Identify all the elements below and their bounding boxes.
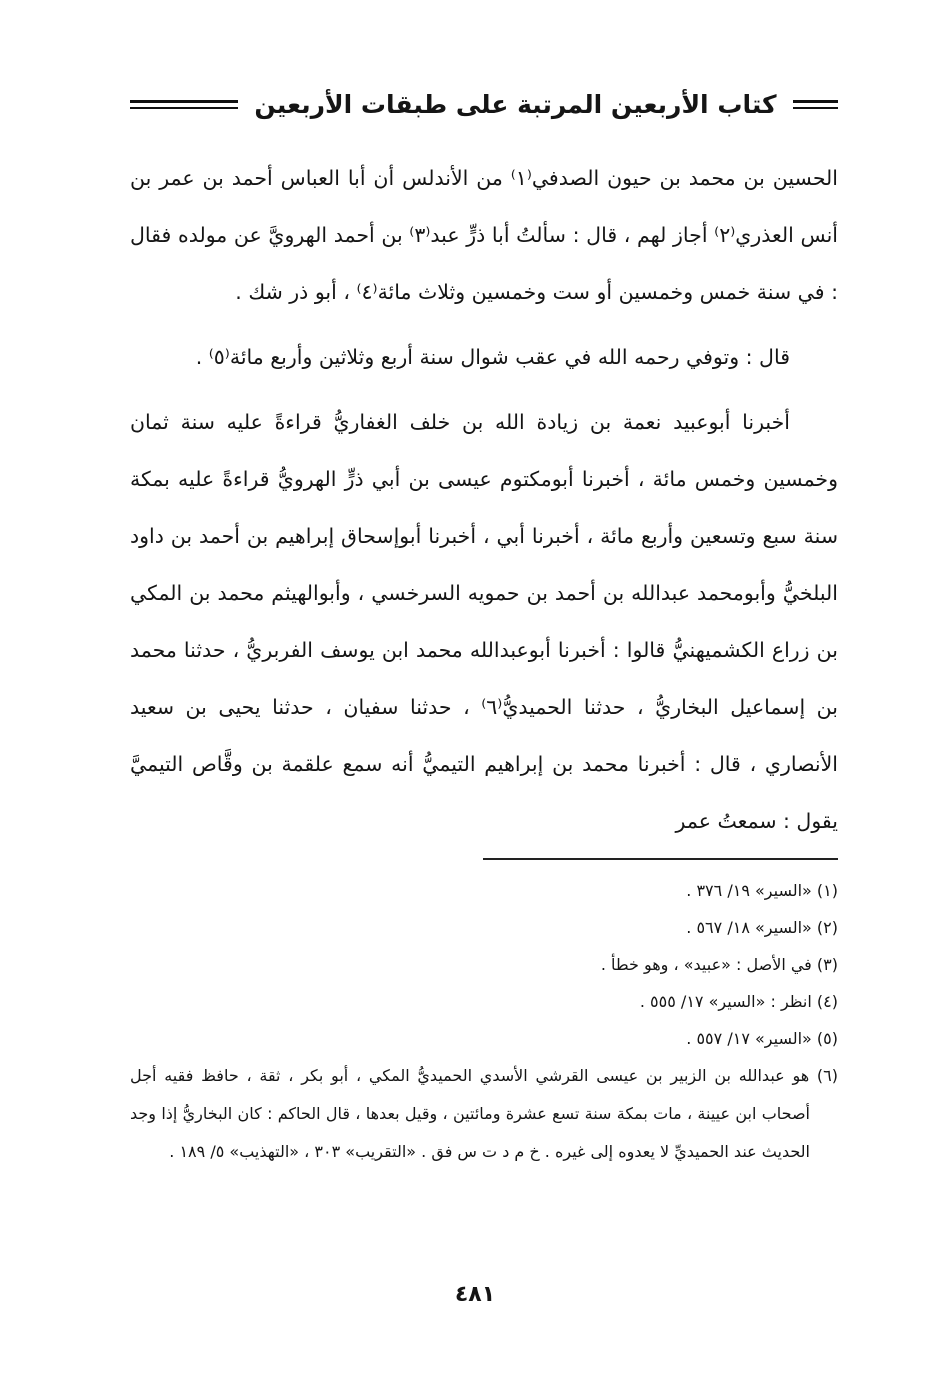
footnote-separator <box>483 858 838 860</box>
footnotes <box>130 872 838 1171</box>
header-title: كتاب الأربعين المرتبة على طبقات الأربعين <box>254 89 777 119</box>
header-rule-right <box>793 100 838 109</box>
paragraph-2: قال : وتوفي رحمه الله في عقب شوال سنة أربع وثلاثين وأربع مائة⁽٥⁾ . <box>195 345 790 369</box>
footnote-4: (٤) انظر : «السير» ١٧/ ٥٥٥ . <box>639 992 838 1011</box>
footnote-3: (٣) في الأصل : «عبيد» ، وهو خطأ . <box>600 955 838 974</box>
footnote-2: (٢) «السير» ١٨/ ٥٦٧ . <box>686 918 838 937</box>
page-number: ٤٨١ <box>454 1282 496 1307</box>
footnote-6: (٦) هو عبدالله بن الزبير بن عيسى القرشي الأسدي الحميديُّ المكي ، أبو بكر ، ثقة ، حافظ فقيه أجل أصحاب ابن عيينة ، مات بمكة سنة تسع عشرة ومائتين ، وقيل بعدها ، قال الحاكم : كان البخاريُّ إذا وجد الحديث عند الحميديِّ لا يعدوه إلى غيره . خ م د ت س فق . «التقريب» ٣٠٣ ، «التهذيب» ٥/ ١٨٩ . <box>130 1066 838 1161</box>
paragraph-3: أخبرنا أبوعبيد نعمة بن زيادة الله بن خلف الغفاريُّ قراءةً عليه سنة ثمان وخمسين وخمس مائة ، أخبرنا أبومكتوم عيسى بن أبي ذرٍّ الهرويُّ قراءةً عليه بمكة سنة سبع وتسعين وأربع مائة ، أخبرنا أبي ، أخبرنا أبوإسحاق إبراهيم بن أحمد بن داود البلخيُّ وأبومحمد عبدالله بن أحمد بن حمويه السرخسي ، وأبوالهيثم محمد بن المكي بن زراع الكشميهنيُّ قالوا : أخبرنا أبوعبدالله محمد ابن يوسف الفربريُّ ، حدثنا محمد بن إسماعيل البخاريُّ ، حدثنا الحميديُّ⁽٦⁾ ، حدثنا سفيان ، حدثنا يحيى بن سعيد الأنصاري ، قال : أخبرنا محمد بن إبراهيم التيميُّ أنه سمع علقمة بن وقَّاص التيميَّ يقول : سمعتُ عمر <box>130 410 838 833</box>
main-text <box>130 150 838 850</box>
running-header <box>130 82 838 126</box>
footnote-5: (٥) «السير» ١٧/ ٥٥٧ . <box>686 1029 838 1048</box>
footnote-1: (١) «السير» ١٩/ ٣٧٦ . <box>686 881 838 900</box>
header-rule-left <box>130 100 238 109</box>
paragraph-1: الحسين بن محمد بن حيون الصدفي⁽١⁾ من الأندلس أن أبا العباس أحمد بن عمر بن أنس العذري⁽٢⁾ أجاز لهم ، قال : سألتُ أبا ذرٍّ عبد⁽٣⁾ بن أحمد الهرويَّ عن مولده فقال : في سنة خمس وخمسين أو ست وخمسين وثلاث مائة⁽٤⁾ ، أبو ذر شك . <box>130 166 839 304</box>
